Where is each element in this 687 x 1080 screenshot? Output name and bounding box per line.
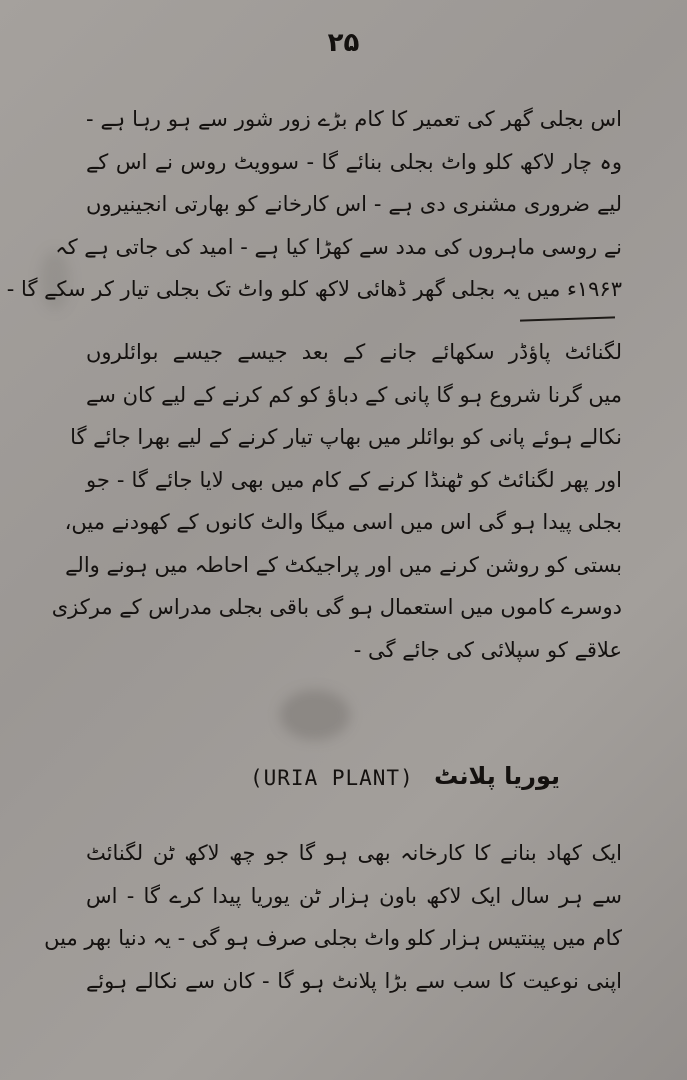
text-line: دوسرے کاموں میں استعمال ہو گی باقی بجلی مدراس کے مرکزی <box>51 595 622 619</box>
paragraph-1 <box>6 98 622 311</box>
text-line: کام میں پینتیس ہزار کلو واٹ بجلی صرف ہو گی - یہ دنیا بھر میں <box>44 926 622 950</box>
text-line: لگنائٹ پاؤڈر سکھائے جانے کے بعد جیسے جیسے بوائلروں <box>86 340 622 364</box>
text-line: ۱۹۶۳ء میں یہ بجلی گھر ڈھائی لاکھ کلو واٹ تک بجلی تیار کر سکے گا - <box>6 277 622 301</box>
heading-urdu: یوریا پلانٹ <box>434 762 560 790</box>
paper-stain <box>280 690 350 740</box>
page-number: ۲۵ <box>327 28 360 58</box>
text-line: اور پھر لگنائٹ کو ٹھنڈا کرنے کے کام میں بھی لایا جائے گا - جو <box>86 467 622 492</box>
text-line: بستی کو روشن کرنے میں اور پراجیکٹ کے احاطہ میں ہونے والے <box>65 552 622 577</box>
text-line: اس بجلی گھر کی تعمیر کا کام بڑے زور شور سے ہو رہا ہے - <box>86 107 622 131</box>
text-line: نکالے ہوئے پانی کو بوائلر میں بھاپ تیار کرنے کے لیے بھرا جائے گا <box>70 425 622 449</box>
text-line: میں گرنا شروع ہو گا پانی کے دباؤ کو کم کرنے کے لیے کان سے <box>86 382 622 407</box>
text-line: ایک کھاد بنانے کا کارخانہ بھی ہو گا جو چھ لاکھ ٹن لگنائٹ <box>86 841 622 865</box>
heading-latin: (URIA PLANT) <box>250 766 414 790</box>
text-line: نے روسی ماہروں کی مدد سے کھڑا کیا ہے - امید کی جاتی ہے کہ <box>55 234 622 259</box>
text-line: سے ہر سال ایک لاکھ باون ہزار ٹن یوریا پیدا کرے گا - اس <box>86 883 622 908</box>
year-underline <box>520 316 615 321</box>
text-line: لیے ضروری مشنری دی ہے - اس کارخانے کو بھارتی انجینیروں <box>86 192 622 216</box>
text-line: وہ چار لاکھ کلو واٹ بجلی بنائے گا - سوویٹ روس نے اس کے <box>86 149 622 174</box>
paragraph-2 <box>51 331 622 671</box>
paragraph-3 <box>44 832 622 1002</box>
text-line: علاقے کو سپلائی کی جائے گی - <box>353 637 622 662</box>
text-line: اپنی نوعیت کا سب سے بڑا پلانٹ ہو گا - کان سے نکالے ہوئے <box>86 968 622 993</box>
text-line: بجلی پیدا ہو گی اس میں اسی میگا والٹ کانوں کے کھودنے میں، <box>64 510 622 534</box>
section-heading <box>180 758 560 802</box>
